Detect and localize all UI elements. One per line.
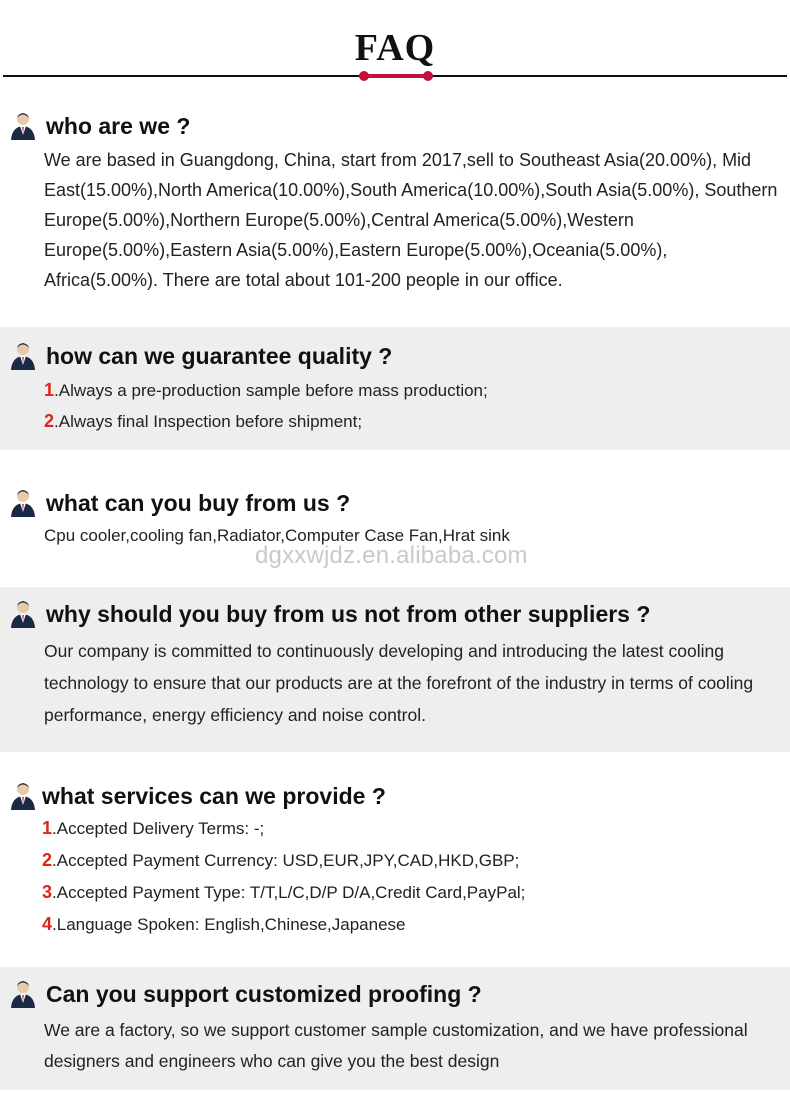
list-item: [44, 380, 488, 401]
faq-section-quality: [0, 327, 790, 450]
answer-text: Our company is committed to continuously developing and introducing the latest cooling technology to ensure that our products are at the forefront of the industry in terms of cooling performance, energy efficiency and noise control.: [44, 641, 754, 725]
item-text: .Accepted Payment Type: T/T,L/C,D/P D/A,Credit Card,PayPal;: [52, 883, 526, 902]
question-text: what can you buy from us ?: [46, 490, 351, 516]
faq-section-who-are-we: [0, 95, 790, 327]
businessman-icon: [8, 781, 38, 811]
faq-section-why-us: [0, 587, 790, 752]
businessman-icon: [8, 488, 38, 518]
list-item: [44, 411, 362, 432]
item-number: 2: [42, 850, 53, 870]
list-item: [42, 818, 264, 839]
answer-text: Cpu cooler,cooling fan,Radiator,Computer Case Fan,Hrat sink: [44, 526, 510, 545]
list-item: [42, 882, 525, 903]
item-number: 3: [42, 882, 53, 902]
item-number: 4: [42, 914, 53, 934]
question-text: Can you support customized proofing ?: [46, 981, 482, 1007]
businessman-icon: [8, 111, 38, 141]
watermark: dgxxwjdz.en.alibaba.com: [255, 542, 528, 569]
question-text: why should you buy from us not from other suppliers ?: [46, 601, 651, 627]
answer-text: We are a factory, so we support customer sample customization, and we have professional designers and engineers who can give you the best design: [44, 1020, 748, 1071]
item-text: .Language Spoken: English,Chinese,Japanese: [52, 915, 406, 934]
businessman-icon: [8, 341, 38, 371]
header-accent-bar: [364, 74, 428, 78]
page-title: FAQ: [354, 27, 436, 69]
item-text: .Always final Inspection before shipment;: [54, 412, 363, 431]
businessman-icon: [8, 979, 38, 1009]
item-text: .Always a pre-production sample before mass production;: [54, 381, 488, 400]
header-accent-dot-right: [423, 71, 433, 81]
faq-section-services: [0, 752, 790, 967]
list-item: [42, 850, 519, 871]
item-number: 1: [42, 818, 53, 838]
question-text: how can we guarantee quality ?: [46, 343, 393, 369]
item-text: .Accepted Payment Currency: USD,EUR,JPY,CAD,HKD,GBP;: [52, 851, 520, 870]
answer-text: We are based in Guangdong, China, start from 2017,sell to Southeast Asia(20.00%), Mid East(15.00%),North America(10.00%),South America(10.00%),South Asia(5.00%), Southern Europe(5.00%),Northern Europe(5.00%),Central America(5.00%),Western Europe(5.00%),Eastern Asia(5.00%),Eastern Europe(5.00%),Oceania(5.00%), Africa(5.00%). There are total about 101-200 people in our office.: [44, 150, 778, 290]
header-accent-dot-left: [359, 71, 369, 81]
faq-section-customized-proofing: [0, 967, 790, 1090]
question-text: who are we ?: [46, 113, 191, 139]
faq-header: [0, 0, 790, 95]
question-text: what services can we provide ?: [42, 783, 386, 809]
item-text: .Accepted Delivery Terms: -;: [52, 819, 265, 838]
list-item: [42, 914, 406, 935]
businessman-icon: [8, 599, 38, 629]
item-number: 1: [44, 380, 55, 400]
item-number: 2: [44, 411, 55, 431]
